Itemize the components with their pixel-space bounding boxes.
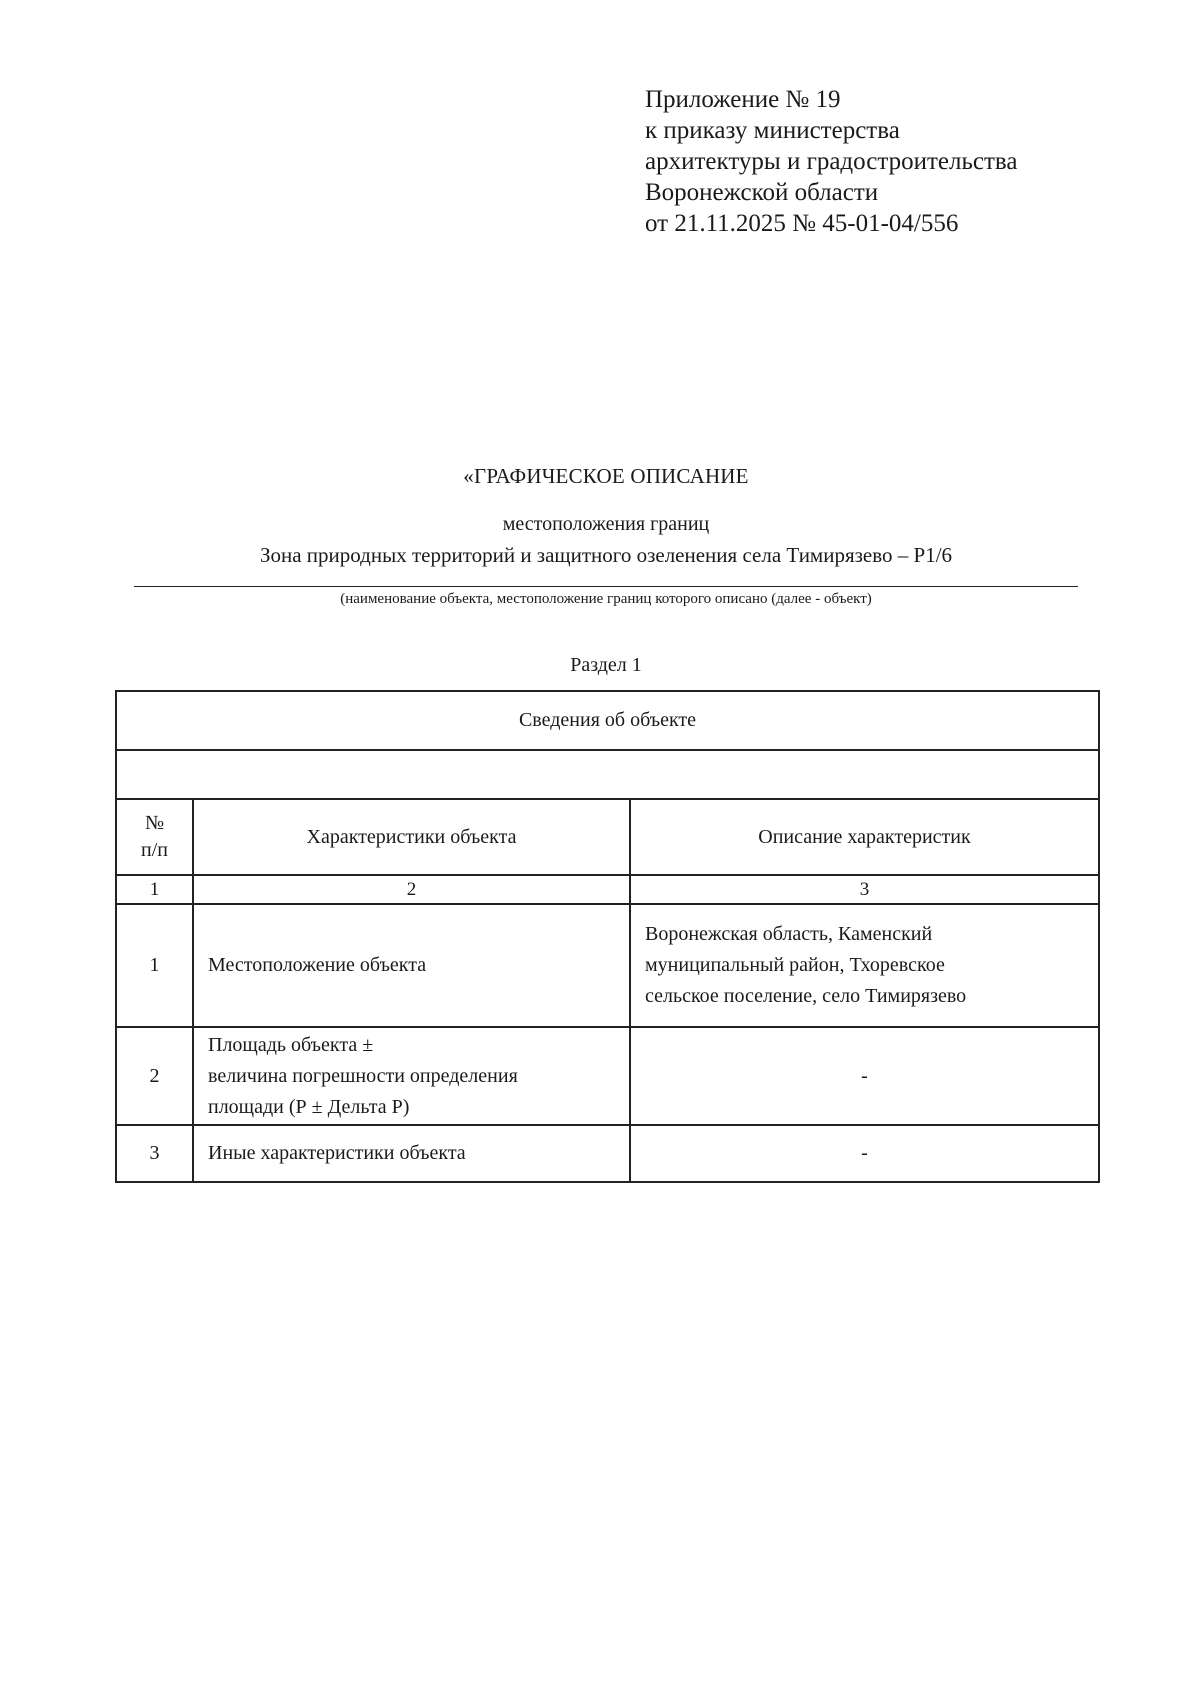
table-index-row bbox=[116, 875, 1099, 904]
table-title: Сведения об объекте bbox=[116, 691, 1099, 750]
table-empty-row bbox=[116, 750, 1099, 799]
header-description: Описание характеристик bbox=[630, 799, 1099, 875]
row-number: 1 bbox=[116, 904, 193, 1027]
header-num-line: п/п bbox=[141, 839, 168, 861]
index-cell: 2 bbox=[193, 875, 630, 904]
appendix-line: архитектуры и градостроительства bbox=[645, 148, 1018, 175]
header-num bbox=[116, 799, 193, 875]
document-title: «ГРАФИЧЕСКОЕ ОПИСАНИЕ bbox=[463, 464, 749, 488]
object-name-caption: (наименование объекта, местоположение границ которого описано (далее - объект) bbox=[340, 591, 872, 607]
row-number: 2 bbox=[116, 1027, 193, 1125]
table-row bbox=[116, 904, 1099, 1027]
row-characteristic: Иные характеристики объекта bbox=[193, 1125, 630, 1182]
section-heading: Раздел 1 bbox=[570, 654, 642, 676]
document-subtitle: местоположения границ bbox=[502, 513, 710, 535]
description-line: муниципальный район, Тхоревское bbox=[645, 954, 945, 976]
row-number: 3 bbox=[116, 1125, 193, 1182]
appendix-header bbox=[645, 84, 1017, 239]
appendix-line: к приказу министерства bbox=[645, 117, 900, 144]
appendix-line: от 21.11.2025 № 45-01-04/556 bbox=[645, 210, 959, 237]
row-description: - bbox=[630, 1027, 1099, 1125]
row-characteristic: Местоположение объекта bbox=[193, 904, 630, 1027]
object-name: Зона природных территорий и защитного озеленения села Тимирязево – Р1/6 bbox=[259, 543, 953, 567]
appendix-line: Приложение № 19 bbox=[645, 86, 841, 113]
description-line: сельское поселение, село Тимирязево bbox=[645, 985, 967, 1007]
characteristic-line: площади (Р ± Дельта Р) bbox=[208, 1095, 410, 1118]
object-name-underline bbox=[134, 586, 1078, 587]
row-description: - bbox=[630, 1125, 1099, 1182]
characteristic-line: Площадь объекта ± bbox=[208, 1033, 374, 1056]
header-num-line: № bbox=[144, 812, 165, 834]
characteristic-line: величина погрешности определения bbox=[208, 1064, 518, 1087]
object-info-table bbox=[115, 690, 1100, 1183]
table-row bbox=[116, 1027, 1099, 1125]
row-characteristic bbox=[193, 1027, 630, 1125]
header-characteristics: Характеристики объекта bbox=[193, 799, 630, 875]
row-description bbox=[630, 904, 1099, 1027]
appendix-line: Воронежской области bbox=[645, 179, 879, 206]
table-row bbox=[116, 1125, 1099, 1182]
description-line: Воронежская область, Каменский bbox=[645, 923, 933, 945]
index-cell: 3 bbox=[630, 875, 1099, 904]
table-header-row bbox=[116, 799, 1099, 875]
index-cell: 1 bbox=[116, 875, 193, 904]
